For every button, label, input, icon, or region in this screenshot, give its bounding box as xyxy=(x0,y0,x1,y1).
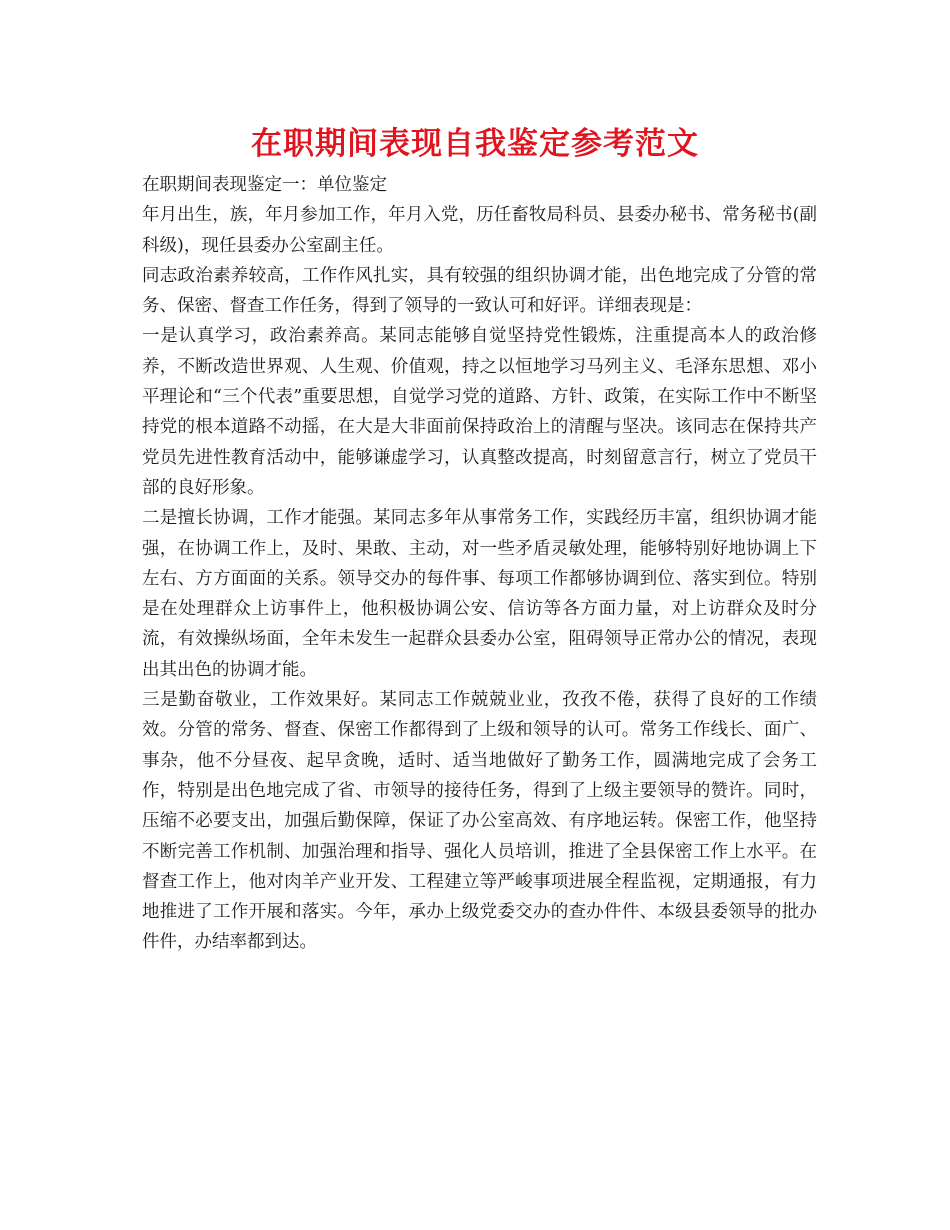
document-title: 在职期间表现自我鉴定参考范文 xyxy=(251,126,699,162)
paragraph: 二是擅长协调，工作才能强。某同志多年从事常务工作，实践经历丰富，组织协调才能强，在协调工作上，及时、果敢、主动，对一些矛盾灵敏处理，能够特别好地协调上下左右、方方面面的关系。领导交办的每件事、每项工作都够协调到位、落实到位。特别是在处理群众上访事件上，他积极协调公安、信访等各方面力量，对上访群众及时分流，有效操纵场面，全年未发生一起群众县委办公室，阻碍领导正常办公的情况，表现出其出色的协调才能。 xyxy=(142,508,817,680)
paragraph-heading: 在职期间表现鉴定一：单位鉴定 xyxy=(142,175,387,195)
paragraph: 一是认真学习，政治素养高。某同志能够自觉坚持党性锻炼，注重提高本人的政治修养，不断改造世界观、人生观、价值观，持之以恒地学习马列主义、毛泽东思想、邓小平理论和“三个代表”重要思想，自觉学习党的道路、方针、政策，在实际工作中不断坚持党的根本道路不动摇，在大是大非面前保持政治上的清醒与坚决。该同志在保持共产党员先进性教育活动中，能够谦虚学习，认真整改提高，时刻留意言行，树立了党员干部的良好形象。 xyxy=(142,326,817,498)
paragraph: 三是勤奋敬业，工作效果好。某同志工作兢兢业业，孜孜不倦，获得了良好的工作绩效。分管的常务、督查、保密工作都得到了上级和领导的认可。常务工作线长、面广、事杂，他不分昼夜、起早贪晚，适时、适当地做好了勤务工作，圆满地完成了会务工作，特别是出色地完成了省、市领导的接待任务，得到了上级主要领导的赞许。同时，压缩不必要支出，加强后勤保障，保证了办公室高效、有序地运转。保密工作，他坚持不断完善工作机制、加强治理和指导、强化人员培训，推进了全县保密工作上水平。在督查工作上，他对肉羊产业开发、工程建立等严峻事项进展全程监视，定期通报，有力地推进了工作开展和落实。今年，承办上级党委交办的查办件件、本级县委领导的批办件件，办结率都到达。 xyxy=(142,690,817,953)
document-body xyxy=(142,170,817,958)
paragraph: 同志政治素养较高，工作作风扎实，具有较强的组织协调才能，出色地完成了分管的常务、保密、督查工作任务，得到了领导的一致认可和好评。详细表现是： xyxy=(142,265,817,317)
paragraph: 年月出生，族，年月参加工作，年月入党，历任畜牧局科员、县委办秘书、常务秘书(副科级)，现任县委办公室副主任。 xyxy=(142,205,817,256)
